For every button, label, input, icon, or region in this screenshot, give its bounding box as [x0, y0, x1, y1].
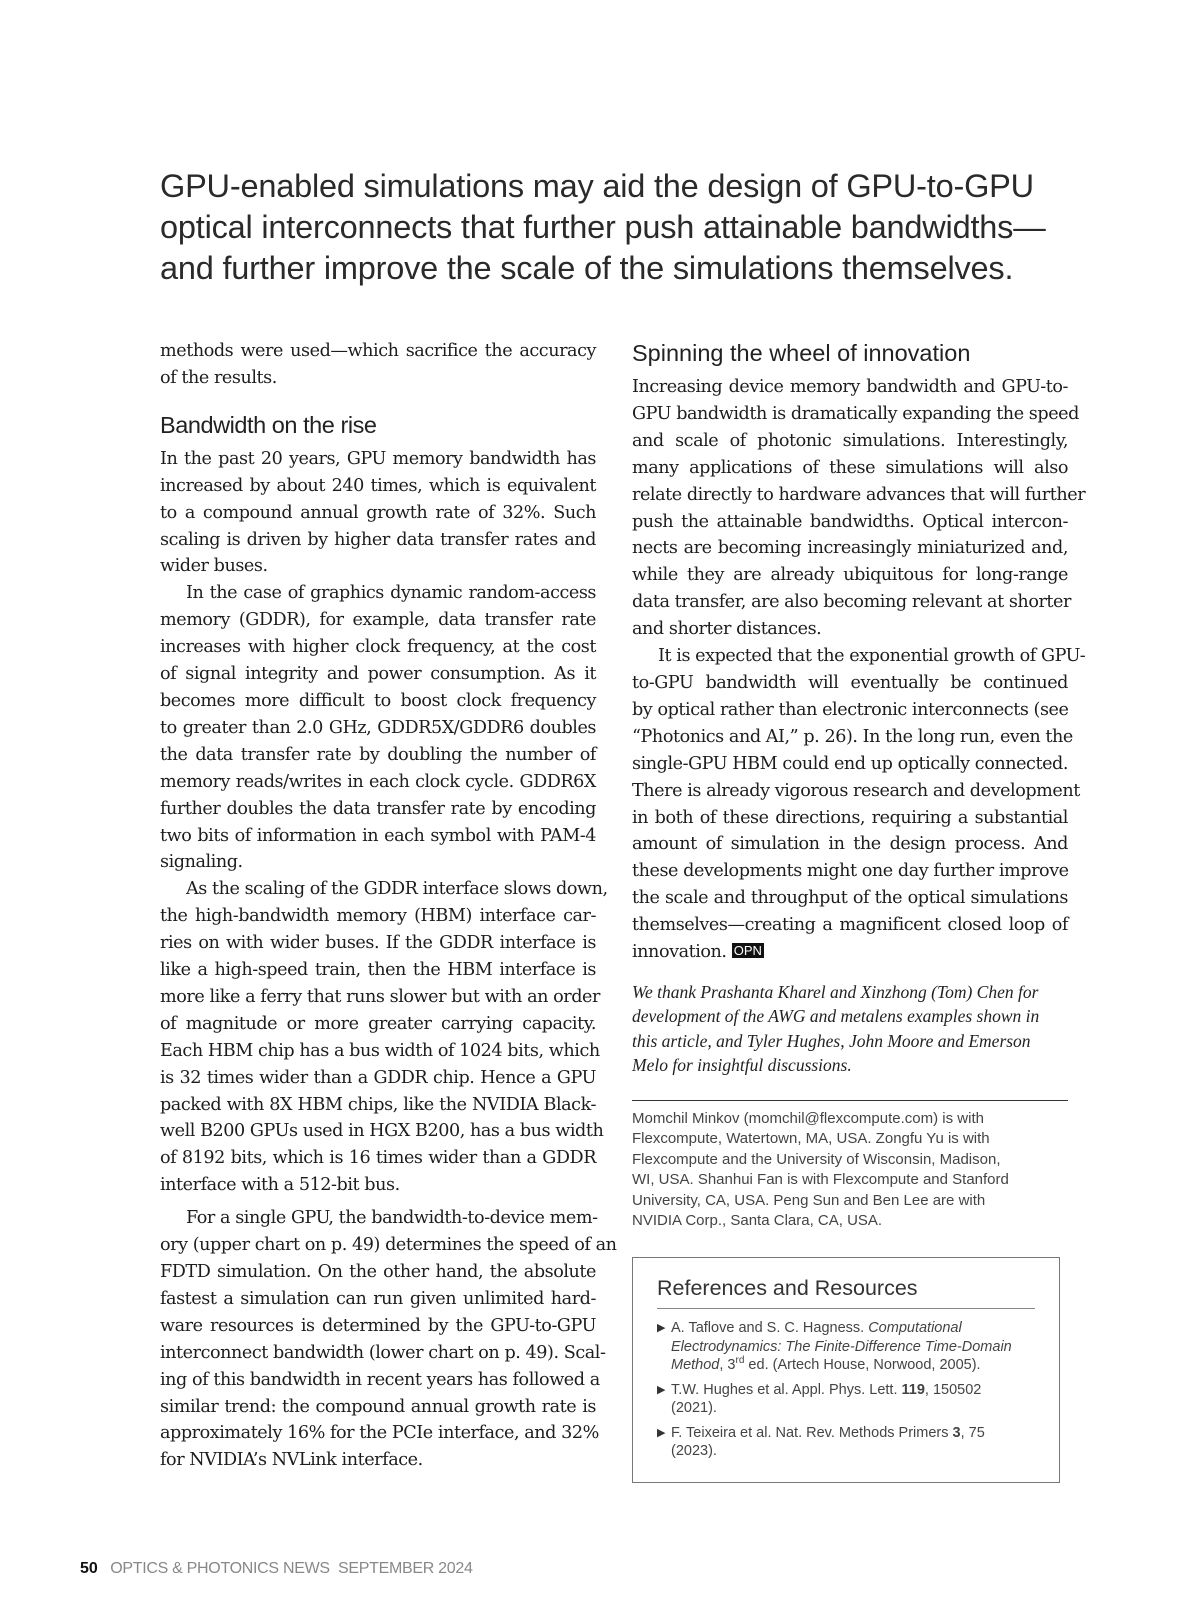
- text-line: ory (upper chart on p. 49) determines the speed of an: [160, 1235, 617, 1256]
- text-line: of the results.: [160, 367, 277, 388]
- text-line: (2021).: [671, 1400, 717, 1416]
- text-line: There is already vigorous research and development: [632, 780, 1080, 801]
- text-line: similar trend: the compound annual growth rate is: [160, 1396, 596, 1417]
- text-line: single-GPU HBM could end up optically connected.: [632, 753, 1068, 774]
- text-line: ries on with wider buses. If the GDDR interface is: [160, 933, 596, 954]
- text-line: [671, 1338, 1033, 1357]
- pull-quote: [160, 166, 1046, 289]
- left-column: [160, 338, 617, 1474]
- divider: [657, 1308, 1035, 1309]
- text-line: push the attainable bandwidths. Optical intercon-: [632, 511, 1068, 532]
- text-fragment: Electrodynamics: The Finite-Difference Time-Domain: [671, 1338, 1012, 1355]
- page-number: 50: [80, 1560, 98, 1577]
- text-fragment: rd: [735, 1355, 745, 1367]
- text-line: interface with a 512-bit bus.: [160, 1175, 400, 1196]
- intro-paragraph: [160, 338, 596, 392]
- text-line: of magnitude or more greater carrying capacity.: [160, 1013, 596, 1034]
- reference-item: [657, 1381, 1033, 1418]
- page-footer: [80, 1560, 473, 1578]
- text-fragment: ed. (Artech House, Norwood, 2005).: [744, 1357, 981, 1373]
- text-line: this article, and Tyler Hughes, John Moore and Emerson: [632, 1030, 1031, 1051]
- references-box: [632, 1257, 1060, 1483]
- text-line: FDTD simulation. On the other hand, the absolute: [160, 1262, 596, 1282]
- reference-item: [657, 1424, 1033, 1461]
- text-line: For a single GPU, the bandwidth-to-device mem-: [186, 1208, 598, 1229]
- text-fragment: T.W. Hughes et al. Appl. Phys. Lett.: [671, 1381, 902, 1398]
- text-line: ing of this bandwidth in recent years has followed a: [160, 1369, 600, 1390]
- text-line: to a compound annual growth rate of 32%. Such: [160, 502, 596, 523]
- text-line: Melo for insightful discussions.: [632, 1055, 852, 1076]
- text-line: interconnect bandwidth (lower chart on p. 49). Scal-: [160, 1342, 606, 1363]
- text-line: and shorter distances.: [632, 619, 822, 640]
- text-line: while they are already ubiquitous for long-range: [632, 565, 1068, 586]
- section-heading-bandwidth: Bandwidth on the rise: [160, 411, 377, 438]
- author-bio: [632, 1109, 1068, 1232]
- paragraph: [160, 1205, 617, 1474]
- text-line: WI, USA. Shanhui Fan is with Flexcompute and Stanford: [632, 1171, 1009, 1189]
- paragraph: [160, 446, 596, 581]
- text-line: the data transfer rate by doubling the number of: [160, 744, 596, 765]
- text-line: further doubles the data transfer rate by encoding: [160, 798, 596, 819]
- text-line: [671, 1319, 1033, 1338]
- references-title: References and Resources: [657, 1276, 918, 1300]
- text-fragment: 119: [901, 1381, 925, 1398]
- text-line: many applications of these simulations will also: [632, 457, 1068, 478]
- text-fragment: F. Teixeira et al. Nat. Rev. Methods Primers: [671, 1424, 953, 1441]
- text-fragment: Method: [671, 1357, 720, 1373]
- text-line: the high-bandwidth memory (HBM) interface car-: [160, 906, 596, 927]
- text-line: signaling.: [160, 852, 243, 873]
- text-line: two bits of information in each symbol with PAM-4: [160, 825, 596, 846]
- reference-item: [657, 1319, 1033, 1375]
- text-line: It is expected that the exponential growth of GPU-: [658, 646, 1086, 667]
- bullet-triangle-icon: ▶: [657, 1322, 666, 1334]
- text-line: increased by about 240 times, which is equivalent: [160, 475, 596, 496]
- text-fragment: 3: [952, 1424, 961, 1441]
- text-line: memory (GDDR), for example, data transfer rate: [160, 610, 596, 631]
- text-line: well B200 GPUs used in HGX B200, has a bus width: [160, 1121, 604, 1142]
- text-line: becomes more difficult to boost clock frequency: [160, 690, 596, 711]
- acknowledgment: [632, 980, 1068, 1078]
- text-line: for NVIDIA’s NVLink interface.: [160, 1450, 423, 1471]
- text-line: Each HBM chip has a bus width of 1024 bits, which: [160, 1040, 600, 1061]
- text-line: fastest a simulation can run given unlimited hard-: [160, 1288, 596, 1309]
- text-line: [671, 1381, 1033, 1400]
- text-line: [632, 939, 1068, 966]
- text-line: of signal integrity and power consumption. As it: [160, 664, 596, 685]
- text-line: of 8192 bits, which is 16 times wider than a GDDR: [160, 1148, 596, 1169]
- text-line: themselves—creating a magnificent closed loop of: [632, 915, 1068, 936]
- text-line: Momchil Minkov (momchil@flexcompute.com) is with: [632, 1109, 984, 1127]
- pull-quote-line: optical interconnects that further push attainable bandwidths—: [160, 209, 1046, 245]
- text-fragment: , 150502: [924, 1381, 982, 1398]
- text-line: In the past 20 years, GPU memory bandwidth has: [160, 448, 596, 469]
- text-line: in both of these directions, requiring a substantial: [632, 807, 1068, 828]
- paragraph: [160, 876, 608, 1199]
- text-line: to-GPU bandwidth will eventually be continued: [632, 672, 1068, 693]
- divider: [632, 1100, 1068, 1101]
- opn-end-mark: OPN: [733, 943, 762, 959]
- pull-quote-line: GPU-enabled simulations may aid the design of GPU-to-GPU: [160, 168, 1034, 204]
- section-heading-innovation: Spinning the wheel of innovation: [632, 340, 971, 366]
- text-line: “Photonics and AI,” p. 26). In the long run, even the: [632, 726, 1073, 747]
- text-line: these developments might one day further improve: [632, 861, 1069, 882]
- text-line: relate directly to hardware advances that will further: [632, 484, 1086, 505]
- text-line: [671, 1356, 1033, 1375]
- paragraph: [632, 374, 1086, 643]
- text-line: [671, 1424, 1033, 1443]
- text-line: like a high-speed train, then the HBM interface is: [160, 960, 596, 981]
- text-line: to greater than 2.0 GHz, GDDR5X/GDDR6 doubles: [160, 717, 596, 738]
- right-column: [632, 338, 1086, 1232]
- text-line: scaling is driven by higher data transfer rates and: [160, 529, 596, 550]
- text-line: amount of simulation in the design process. And: [632, 834, 1068, 855]
- text-line: As the scaling of the GDDR interface slows down,: [186, 879, 608, 900]
- text-line: Flexcompute, Watertown, MA, USA. Zongfu Yu is with: [632, 1130, 990, 1148]
- pull-quote-line: and further improve the scale of the simulations themselves.: [160, 250, 1014, 286]
- text-line: increases with higher clock frequency, at the cost: [160, 637, 596, 658]
- text-fragment: , 75: [960, 1424, 985, 1441]
- text-line: Flexcompute and the University of Wisconsin, Madison,: [632, 1150, 1001, 1168]
- text-fragment: A. Taflove and S. C. Hagness.: [671, 1320, 869, 1336]
- text-line: and scale of photonic simulations. Interestingly,: [632, 430, 1068, 451]
- text-line: ware resources is determined by the GPU-to-GPU: [160, 1315, 596, 1336]
- text-line: is 32 times wider than a GDDR chip. Hence a GPU: [160, 1067, 596, 1088]
- bullet-triangle-icon: ▶: [657, 1383, 666, 1396]
- text-line: data transfer, are also becoming relevant at shorter: [632, 592, 1071, 613]
- text-line: packed with 8X HBM chips, like the NVIDIA Black-: [160, 1094, 596, 1115]
- text-line: development of the AWG and metalens examples shown in: [632, 1006, 1040, 1027]
- text-line: approximately 16% for the PCIe interface, and 32%: [160, 1423, 599, 1444]
- paragraph: [160, 580, 596, 876]
- text-line: more like a ferry that runs slower but with an order: [160, 986, 600, 1007]
- text-fragment: , 3: [719, 1357, 736, 1373]
- paragraph: [632, 643, 1086, 966]
- text-line: memory reads/writes in each clock cycle. GDDR6X: [160, 771, 596, 792]
- text-fragment: innovation.: [632, 942, 727, 963]
- text-line: NVIDIA Corp., Santa Clara, CA, USA.: [632, 1212, 883, 1230]
- magazine-issue: OPTICS & PHOTONICS NEWS SEPTEMBER 2024: [110, 1560, 473, 1577]
- text-line: (2023).: [671, 1443, 717, 1459]
- text-line: GPU bandwidth is dramatically expanding the speed: [632, 403, 1079, 424]
- text-line: by optical rather than electronic interconnects (see: [632, 699, 1069, 720]
- text-line: University, CA, USA. Peng Sun and Ben Lee are with: [632, 1191, 986, 1209]
- text-line: methods were used—which sacrifice the accuracy: [160, 341, 596, 361]
- text-line: wider buses.: [160, 556, 268, 577]
- text-line: nects are becoming increasingly miniaturized and,: [632, 538, 1068, 559]
- bullet-triangle-icon: ▶: [657, 1426, 666, 1439]
- text-line: the scale and throughput of the optical simulations: [632, 888, 1068, 909]
- text-line: Increasing device memory bandwidth and GPU-to-: [632, 377, 1068, 397]
- text-line: We thank Prashanta Kharel and Xinzhong (Tom) Chen for: [632, 981, 1039, 1002]
- text-fragment: Computational: [868, 1320, 962, 1336]
- text-line: In the case of graphics dynamic random-access: [186, 583, 596, 604]
